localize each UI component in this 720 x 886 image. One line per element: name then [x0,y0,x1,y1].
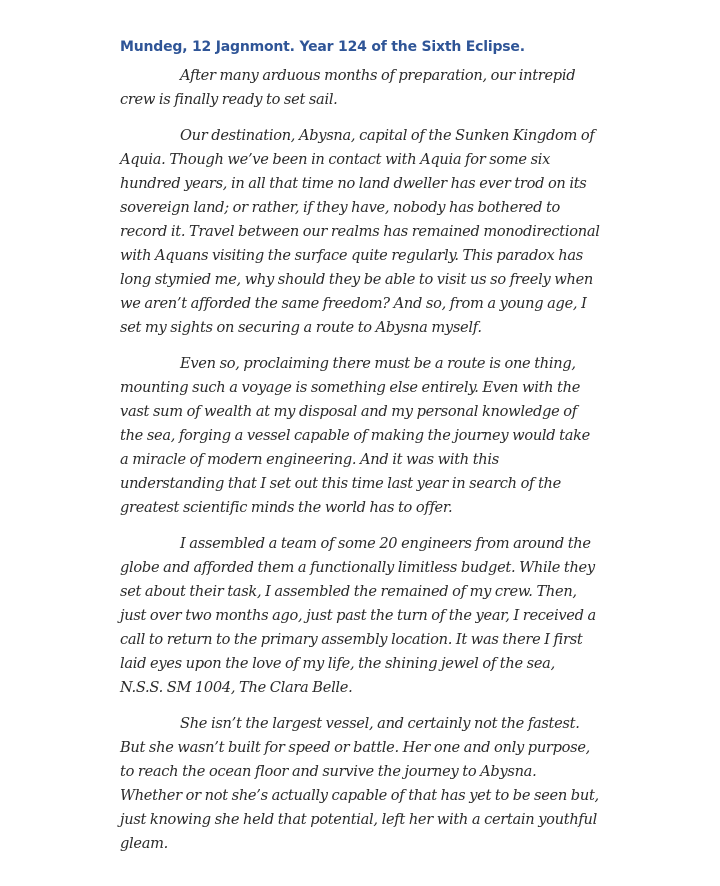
paragraph-3: Even so, proclaiming there must be a route is one thing, mounting such a voyage is something else entirely. Even with the vast sum of wealth at my disposal and my personal knowledge of the sea, forging a vessel capable of making the journey would take a miracle of modern engineering. And it was with this understanding that I set out this time last year in search of the greatest scientific minds the world has to offer. [120,355,591,516]
paragraph-5: She isn’t the largest vessel, and certainly not the fastest. But she wasn’t built for speed or battle. Her one and only purpose, to reach the ocean floor and survive the journey to Abysna. Whether or not she’s actually capable of that has yet to be seen but, just knowing she held that potential, left her with a certain youthful gleam. [120,715,599,852]
journal-page [120,36,600,868]
entry-date-heading: Mundeg, 12 Jagnmont. Year 124 of the Sixth Eclipse. [120,39,525,55]
paragraph-4: I assembled a team of some 20 engineers from around the globe and afforded them a functionally limitless budget. While they set about their task, I assembled the remained of my crew. Then, just over two months ago, just past the turn of the year, I received a call to return to the primary assembly location. It was there I first laid eyes upon the love of my life, the shining jewel of the sea, N.S.S. SM 1004, The Clara Belle. [120,535,596,696]
paragraph-2: Our destination, Abysna, capital of the Sunken Kingdom of Aquia. Though we’ve been in contact with Aquia for some six hundred years, in all that time no land dweller has ever trod on its sovereign land; or rather, if they have, nobody has bothered to record it. Travel between our realms has remained monodirectional with Aquans visiting the surface quite regularly. This paradox has long stymied me, why should they be able to visit us so freely when we aren’t afforded the same freedom? And so, from a young age, I set my sights on securing a route to Abysna myself. [120,127,600,336]
paragraph-1: After many arduous months of preparation, our intrepid crew is finally ready to set sail. [120,67,576,108]
